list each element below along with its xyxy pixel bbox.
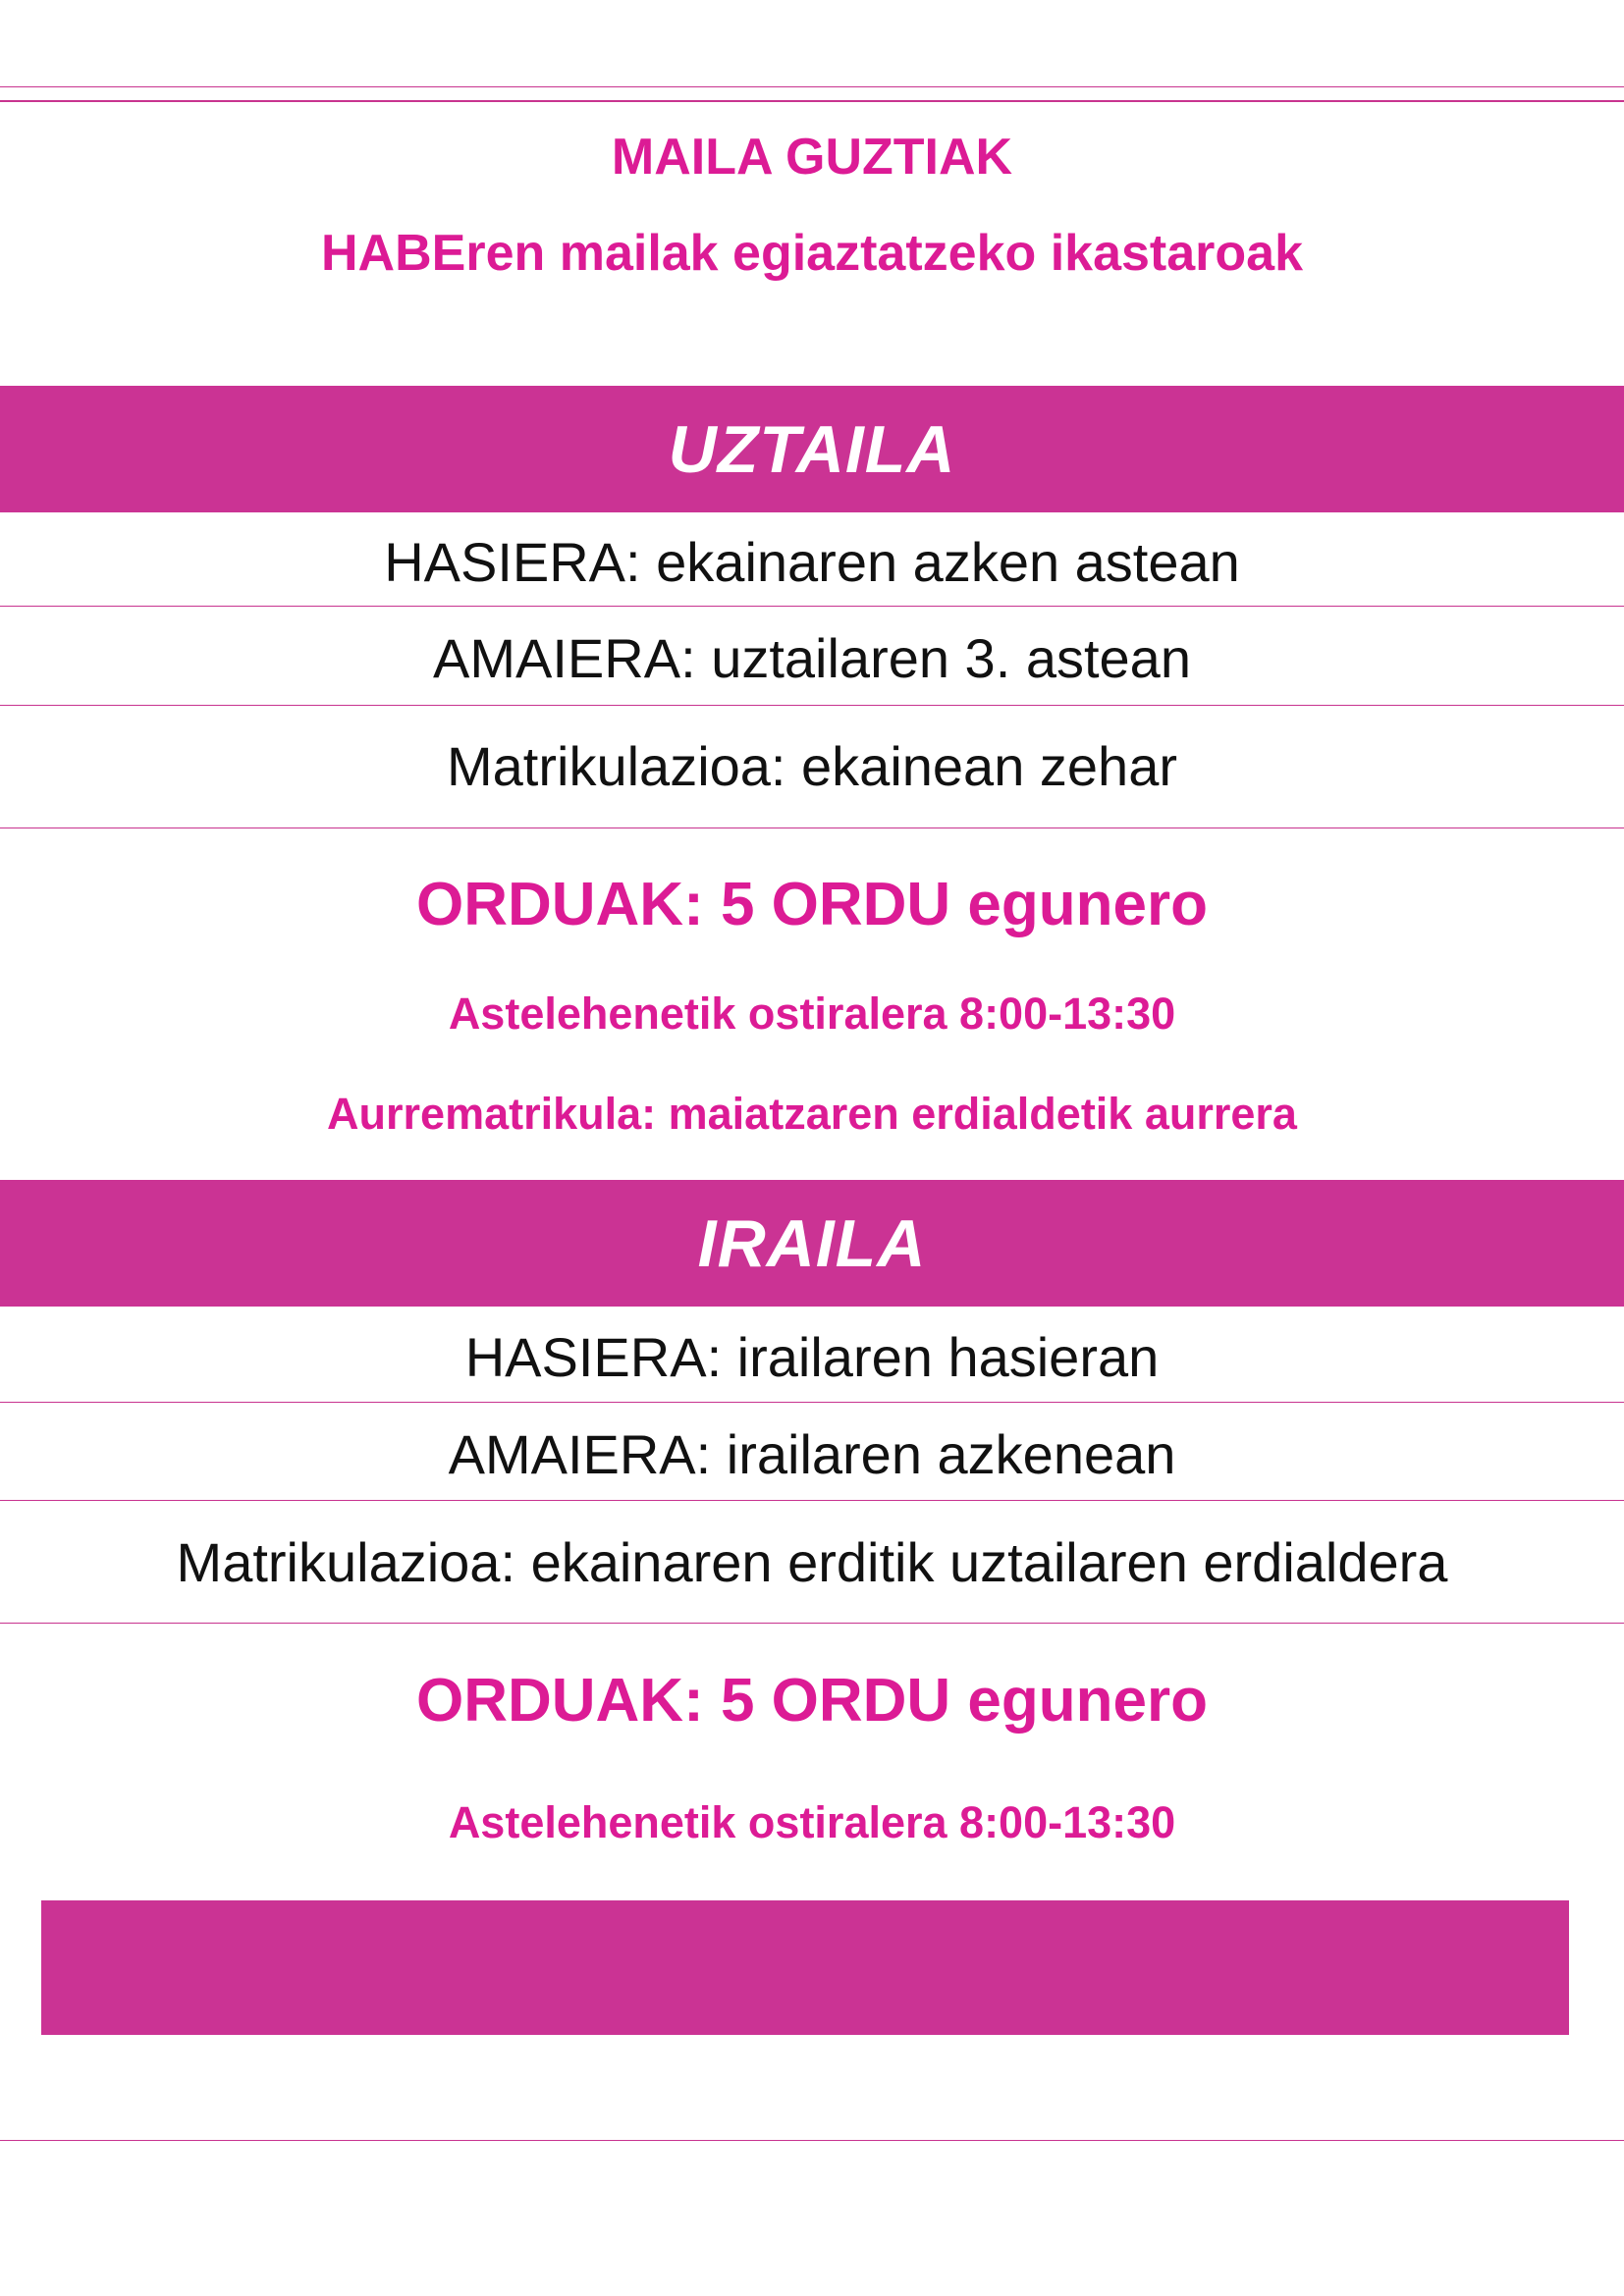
footer-band	[41, 1900, 1569, 2035]
divider	[0, 705, 1624, 706]
top-rule-2	[0, 100, 1624, 102]
iraila-amaiera: AMAIERA: irailaren azkenean	[448, 1423, 1176, 1485]
uztaila-aurrematrikula: Aurrematrikula: maiatzaren erdialdetik aurrera	[327, 1089, 1297, 1139]
divider	[0, 606, 1624, 607]
iraila-matrikulazioa: Matrikulazioa: ekainaren erditik uztailaren erdialdera	[176, 1531, 1448, 1593]
uztaila-amaiera: AMAIERA: uztailaren 3. astean	[433, 627, 1191, 689]
page-subtitle: HABEren mailak egiaztatzeko ikastaroak	[321, 225, 1303, 282]
uztaila-matrikulazioa: Matrikulazioa: ekainean zehar	[447, 735, 1177, 797]
uztaila-hasiera: HASIERA: ekainaren azken astean	[384, 531, 1240, 593]
section-title-uztaila: UZTAILA	[668, 411, 956, 487]
bottom-rule	[0, 2140, 1624, 2141]
uztaila-schedule: Astelehenetik ostiralera 8:00-13:30	[448, 988, 1176, 1039]
divider	[0, 1500, 1624, 1501]
section-band-iraila	[0, 1180, 1624, 1307]
uztaila-orduak: ORDUAK: 5 ORDU egunero	[415, 871, 1209, 938]
divider	[0, 1623, 1624, 1624]
iraila-schedule: Astelehenetik ostiralera 8:00-13:30	[448, 1797, 1176, 1847]
section-title-iraila: IRAILA	[697, 1205, 927, 1281]
iraila-orduak: ORDUAK: 5 ORDU egunero	[415, 1667, 1209, 1735]
section-band-uztaila	[0, 386, 1624, 512]
top-rule-1	[0, 86, 1624, 87]
divider	[0, 1402, 1624, 1403]
iraila-hasiera: HASIERA: irailaren hasieran	[464, 1326, 1160, 1388]
page-title: MAILA GUZTIAK	[611, 129, 1013, 186]
